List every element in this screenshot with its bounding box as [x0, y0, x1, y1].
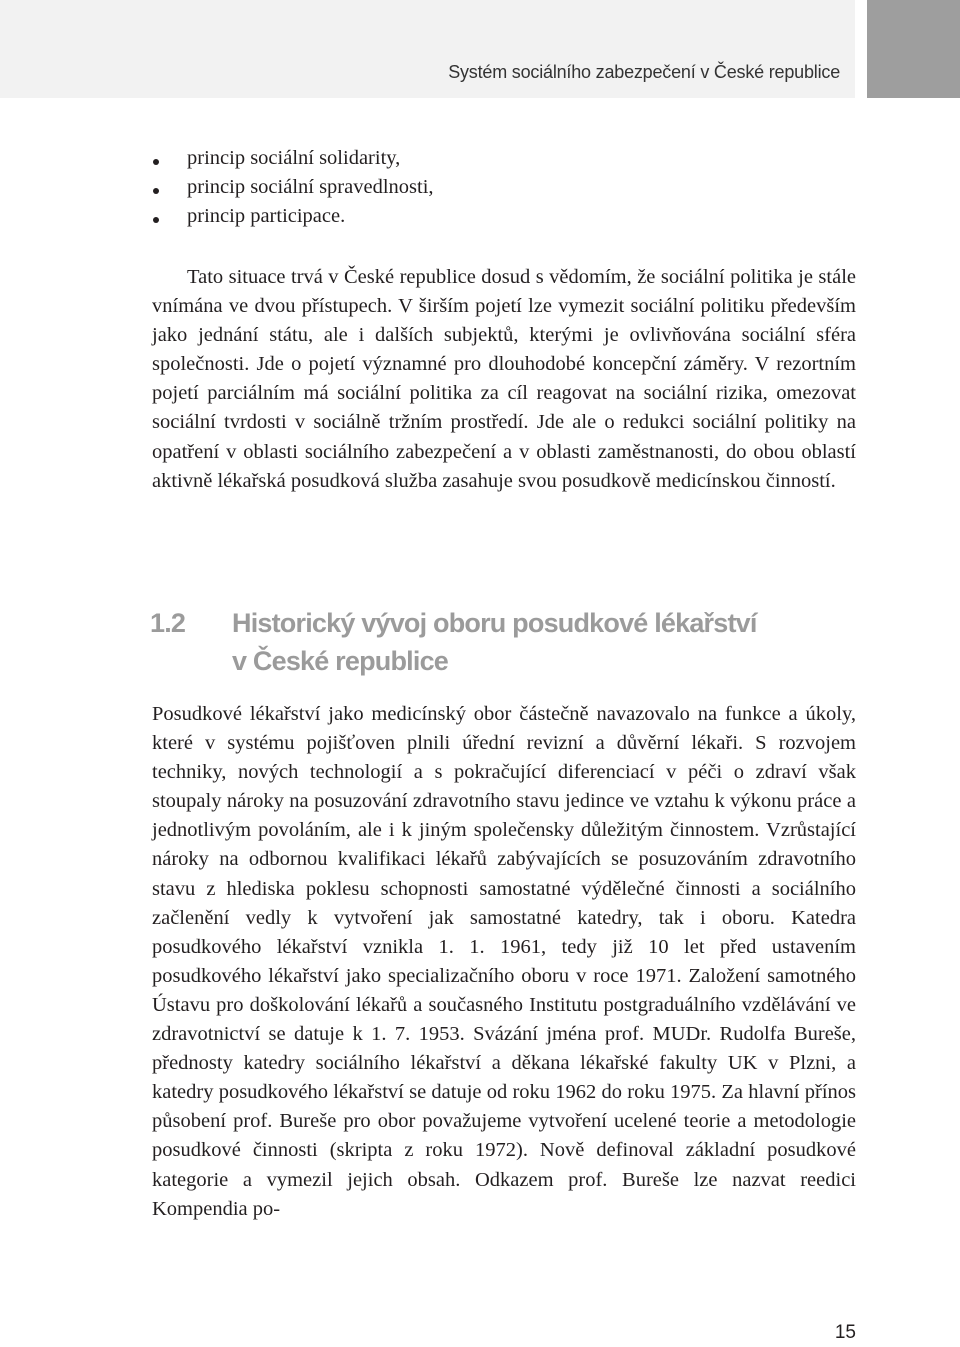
section-title-continued: v České republice [232, 646, 449, 676]
bullet-list [152, 144, 872, 231]
body-paragraph: Posudkové lékařství jako medicínský obor částečně navazovalo na funkce a úkoly, které v systému pojišťoven plnili úřední revizní a důvěrní lékaři. S rozvojem techniky, nových technologií a s pokračující diferenciací v péči o zdraví však stoupaly nároky na posuzování zdravotního stavu jedince ve vztahu k výkonu práce a jednotlivým povoláním, ale i k jiným společensky důležitým činnostem. Vzrůstající nároky na odbornou kvalifikaci lékařů zabývajících se posuzováním zdravotního stavu z hlediska poklesu schopnosti samostatné výdělečné činnosti a sociálního začlenění vedly k vytvoření jak samostatné katedry, tak i oboru. Katedra posudkového lékařství vznikla 1. 1. 1961, tedy již 10 let před ustavením posudkového lékařství jako specializačního oboru v roce 1971. Založení samotného Ústavu pro doškolování lékařů a současného Institutu postgraduálního vzdělávání ve zdravotnictví se datuje k 1. 7. 1953. Svázání jména prof. MUDr. Rudolfa Bureše, přednosty katedry sociálního lékařství a děkana lékařské fakulty UK v Plzni, a katedry posudkového lékařství se datuje od roku 1962 do roku 1975. Za hlavní přínos působení prof. Bureše pro obor považujeme vytvoření ucelené teorie a metodologie posudkové činnosti (skripta z roku 1972). Nově definoval základní posudkové kategorie a vymezil jejich obsah. Odkazem prof. Bureše lze nazvat reedici Kompendia po- [152, 703, 856, 1220]
chapter-tab [867, 0, 960, 98]
section-heading-line [150, 604, 757, 642]
list-item [152, 173, 872, 202]
list-item [152, 144, 872, 173]
body-paragraph: Tato situace trvá v České republice dosud s vědomím, že sociální politika je stále vnímána ve dvou přístupech. V širším pojetí lze vymezit sociální politiku především jako jednání státu, ale i dalších subjektů, kterými je ovlivňována sociální sféra společnosti. Jde o pojetí významné pro dlouhodobé koncepční záměry. V rezortním pojetí parciálním má sociální politika za cíl reagovat na sociální rizika, omezovat sociální tvrdosti v sociálně tržním prostředí. Jde ale o redukci sociální politiky na opatření v oblasti sociálního zabezpečení a v oblasti zaměstnanosti, do obou oblastí aktivně lékařská posudková služba zasahuje svou posudkově medicínskou činností. [152, 266, 856, 492]
section-number: 1.2 [150, 608, 186, 638]
list-item-text: princip sociální spravedlnosti, [187, 176, 434, 198]
section-heading [150, 604, 757, 680]
list-item [152, 202, 872, 231]
page-number: 15 [834, 1322, 856, 1343]
header-band [0, 0, 855, 98]
running-head: Systém sociálního zabezpečení v České republice [448, 62, 840, 82]
bullet-icon [153, 188, 159, 194]
list-item-text: princip sociální solidarity, [187, 147, 401, 169]
list-item-text: princip participace. [187, 205, 346, 227]
bullet-icon [153, 217, 159, 223]
section-title: Historický vývoj oboru posudkové lékařství [232, 608, 757, 638]
bullet-icon [153, 159, 159, 165]
